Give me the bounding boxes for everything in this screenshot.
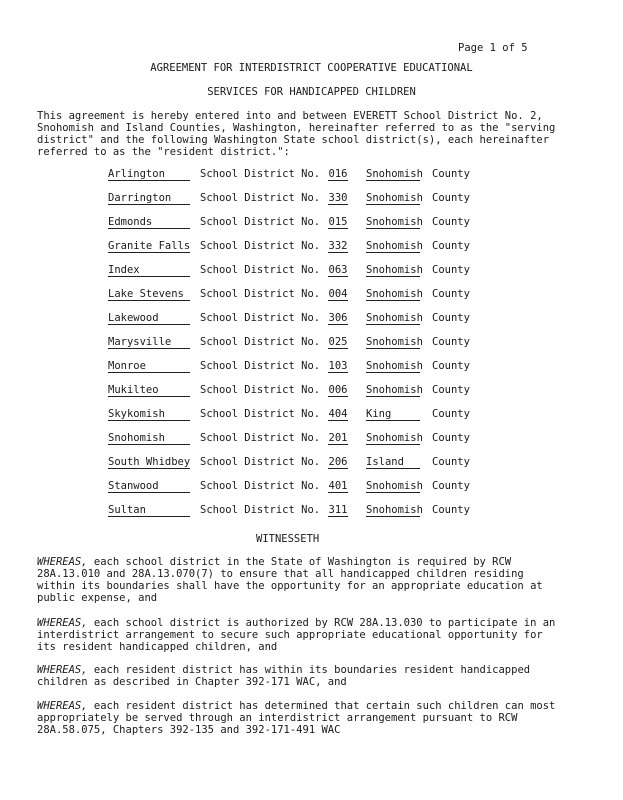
district-row	[0, 384, 623, 398]
whereas-line: each school district is authorized by RCW 28A.13.030 to participate in an	[87, 617, 556, 629]
school-district-label: School District No.	[200, 168, 321, 180]
district-number: 306	[328, 312, 348, 324]
whereas-paragraph	[37, 700, 556, 736]
county-label: County	[432, 288, 470, 300]
district-number: 015	[328, 216, 348, 228]
whereas-lead: WHEREAS,	[37, 700, 88, 712]
county-label: County	[432, 432, 470, 444]
district-county: Snohomish	[366, 264, 423, 276]
district-name: Mukilteo	[108, 384, 190, 397]
school-district-label: School District No.	[200, 336, 321, 348]
school-district-label: School District No.	[200, 192, 321, 204]
school-district-label: School District No.	[200, 288, 321, 300]
district-row	[0, 480, 623, 494]
district-name: South Whidbey	[108, 456, 191, 468]
district-number: 006	[328, 384, 348, 396]
school-district-label: School District No.	[200, 264, 321, 276]
district-row	[0, 456, 623, 470]
whereas-line: children as described in Chapter 392-171 WAC, and	[37, 676, 347, 688]
whereas-paragraph	[37, 617, 556, 653]
intro-paragraph	[37, 110, 556, 158]
school-district-label: School District No.	[200, 408, 321, 420]
whereas-line: each resident district has determined that certain such children can most	[87, 700, 556, 712]
county-label: County	[432, 336, 470, 348]
district-number: 401	[328, 480, 348, 492]
district-name: Arlington	[108, 168, 190, 181]
county-label: County	[432, 504, 470, 516]
district-county: Snohomish	[366, 312, 423, 324]
whereas-paragraph	[37, 556, 543, 604]
county-label: County	[432, 480, 470, 492]
school-district-label: School District No.	[200, 312, 321, 324]
district-number: 063	[328, 264, 348, 276]
district-county: Snohomish	[366, 504, 423, 516]
district-row	[0, 192, 623, 206]
district-name: Granite Falls	[108, 240, 191, 252]
school-district-label: School District No.	[200, 480, 321, 492]
whereas-lead: WHEREAS,	[37, 664, 88, 676]
agreement-subtitle: SERVICES FOR HANDICAPPED CHILDREN	[207, 86, 416, 98]
whereas-line: each school district in the State of Washington is required by RCW	[87, 556, 512, 568]
intro-line: This agreement is hereby entered into and between EVERETT School District No. 2,	[37, 110, 543, 122]
county-label: County	[432, 192, 470, 204]
district-county: Snohomish	[366, 240, 423, 252]
whereas-line: 28A.58.075, Chapters 392-135 and 392-171-491 WAC	[37, 724, 341, 736]
district-number: 206	[328, 456, 348, 468]
school-district-label: School District No.	[200, 216, 321, 228]
county-label: County	[432, 384, 470, 396]
district-county: Snohomish	[366, 480, 423, 492]
intro-line: Snohomish and Island Counties, Washington, hereinafter referred to as the "serving	[37, 122, 556, 134]
district-number: 025	[328, 336, 348, 348]
whereas-line: appropriately be served through an interdistrict arrangement pursuant to RCW	[37, 712, 518, 724]
district-number: 404	[328, 408, 348, 420]
school-district-label: School District No.	[200, 432, 321, 444]
district-row	[0, 216, 623, 230]
district-name: Edmonds	[108, 216, 190, 229]
district-name: Lakewood	[108, 312, 190, 325]
district-number: 332	[328, 240, 348, 252]
whereas-line: 28A.13.010 and 28A.13.070(7) to ensure that all handicapped children residing	[37, 568, 524, 580]
county-label: County	[432, 408, 470, 420]
school-district-label: School District No.	[200, 384, 321, 396]
school-district-label: School District No.	[200, 240, 321, 252]
district-number: 311	[328, 504, 348, 516]
district-number: 330	[328, 192, 348, 204]
school-district-label: School District No.	[200, 360, 321, 372]
district-name: Monroe	[108, 360, 190, 373]
district-county: Snohomish	[366, 288, 423, 300]
district-county: Snohomish	[366, 168, 423, 180]
agreement-title: AGREEMENT FOR INTERDISTRICT COOPERATIVE EDUCATIONAL	[150, 62, 473, 74]
intro-line: referred to as the "resident district.":	[37, 146, 290, 158]
district-row	[0, 264, 623, 278]
county-label: County	[432, 168, 470, 180]
district-county: Snohomish	[366, 216, 423, 228]
whereas-line: public expense, and	[37, 592, 158, 604]
district-name: Marysville	[108, 336, 190, 349]
county-label: County	[432, 240, 470, 252]
whereas-lead: WHEREAS,	[37, 617, 88, 629]
county-label: County	[432, 264, 470, 276]
county-label: County	[432, 360, 470, 372]
district-number: 103	[328, 360, 348, 372]
whereas-paragraph	[37, 664, 537, 688]
page-number: Page 1 of 5	[458, 42, 528, 54]
district-county: Snohomish	[366, 336, 423, 348]
district-row	[0, 432, 623, 446]
whereas-line: within its boundaries shall have the opportunity for an appropriate education at	[37, 580, 543, 592]
district-name: Snohomish	[108, 432, 190, 445]
district-county: Island	[366, 456, 420, 469]
whereas-line: interdistrict arrangement to secure such appropriate educational opportunity for	[37, 629, 543, 641]
district-county: Snohomish	[366, 384, 423, 396]
district-row	[0, 168, 623, 182]
district-county: King	[366, 408, 420, 421]
intro-line: district" and the following Washington State school district(s), each hereinafter	[37, 134, 550, 146]
district-number: 201	[328, 432, 348, 444]
district-number: 016	[328, 168, 348, 180]
district-row	[0, 504, 623, 518]
district-county: Snohomish	[366, 192, 423, 204]
district-row	[0, 360, 623, 374]
district-name: Darrington	[108, 192, 190, 205]
district-name: Skykomish	[108, 408, 190, 421]
whereas-lead: WHEREAS,	[37, 556, 88, 568]
whereas-line: its resident handicapped children, and	[37, 641, 278, 653]
school-district-label: School District No.	[200, 504, 321, 516]
district-row	[0, 240, 623, 254]
county-label: County	[432, 216, 470, 228]
district-row	[0, 312, 623, 326]
district-row	[0, 336, 623, 350]
county-label: County	[432, 312, 470, 324]
district-row	[0, 288, 623, 302]
district-county: Snohomish	[366, 360, 423, 372]
whereas-line: each resident district has within its boundaries resident handicapped	[87, 664, 531, 676]
district-row	[0, 408, 623, 422]
county-label: County	[432, 456, 470, 468]
district-name: Stanwood	[108, 480, 190, 493]
district-county: Snohomish	[366, 432, 423, 444]
district-name: Lake Stevens	[108, 288, 190, 301]
school-district-label: School District No.	[200, 456, 321, 468]
district-number: 004	[328, 288, 348, 300]
witnesseth-heading: WITNESSETH	[256, 533, 320, 545]
district-name: Index	[108, 264, 190, 277]
district-name: Sultan	[108, 504, 190, 517]
